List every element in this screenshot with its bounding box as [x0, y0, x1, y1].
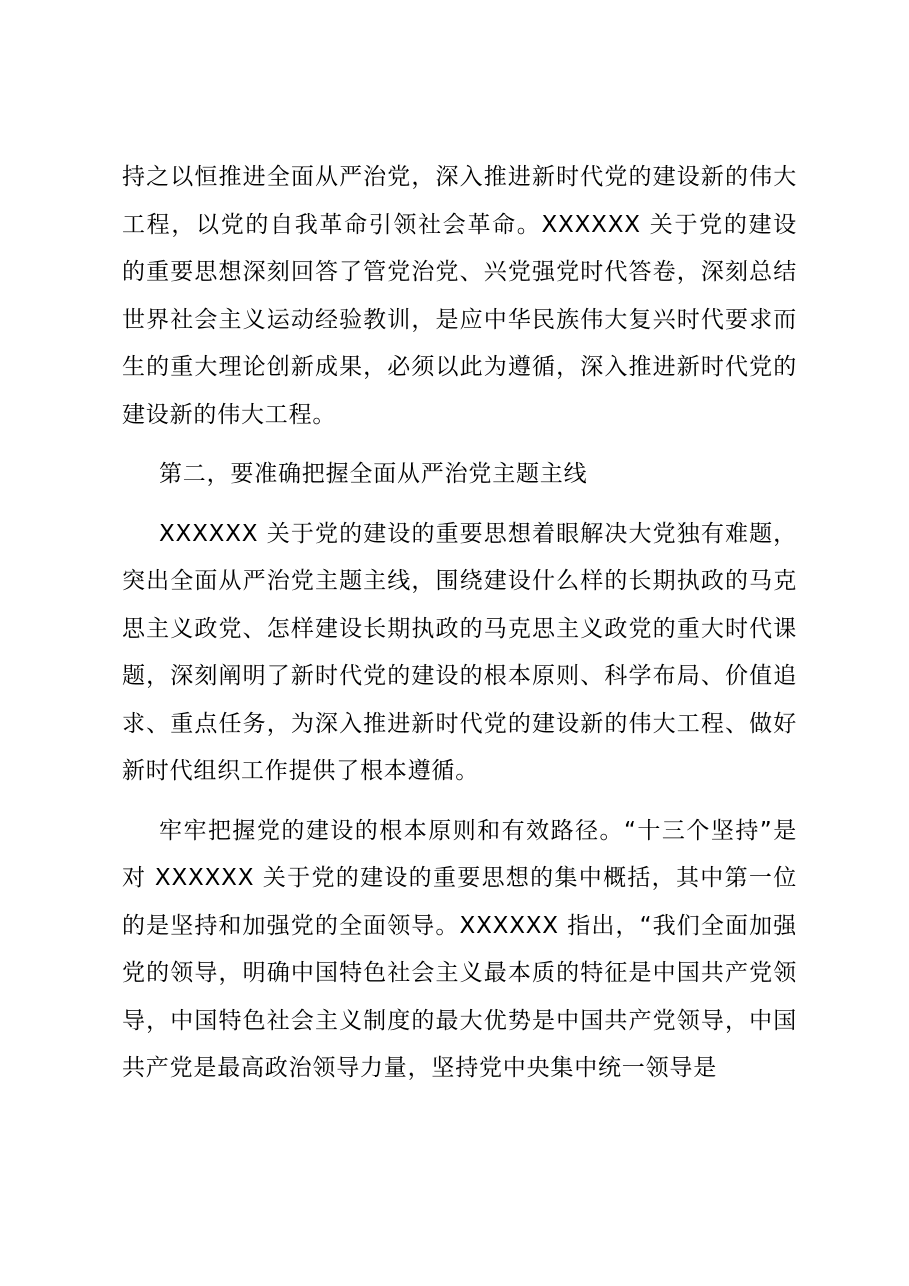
- paragraph: XXXXXX 关于党的建设的重要思想着眼解决大党独有难题，突出全面从严治党主题主线，围绕建设什么样的长期执政的马克思主义政党、怎样建设长期执政的马克思主义政党的重大时代课题，深刻阐明了新时代党的建设的根本原则、科学布局、价值追求、重点任务，为深入推进新时代党的建设新的伟大工程、做好新时代组织工作提供了根本遵循。: [122, 520, 797, 784]
- paragraph-continuation: 持之以恒推进全面从严治党，深入推进新时代党的建设新的伟大工程，以党的自我革命引领社会革命。XXXXXX 关于党的建设的重要思想深刻回答了管党治党、兴党强党时代答卷，深刻总结世界社会主义运动经验教训，是应中华民族伟大复兴时代要求而生的重大理论创新成果，必须以此为遵循，深入推进新时代党的建设新的伟大工程。: [122, 164, 797, 428]
- paragraph: 牢牢把握党的建设的根本原则和有效路径。“十三个坚持”是对 XXXXXX 关于党的建设的重要思想的集中概括，其中第一位的是坚持和加强党的全面领导。XXXXXX 指出，“我们全面加强党的领导，明确中国特色社会主义最本质的特征是中国共产党领导，中国特色社会主义制度的最大优势是中国共产党领导，中国共产党是最高政治领导力量，坚持党中央集中统一领导是: [122, 817, 797, 1081]
- document-body: [122, 154, 797, 1093]
- section-heading: 第二，要准确把握全面从严治党主题主线: [159, 461, 588, 487]
